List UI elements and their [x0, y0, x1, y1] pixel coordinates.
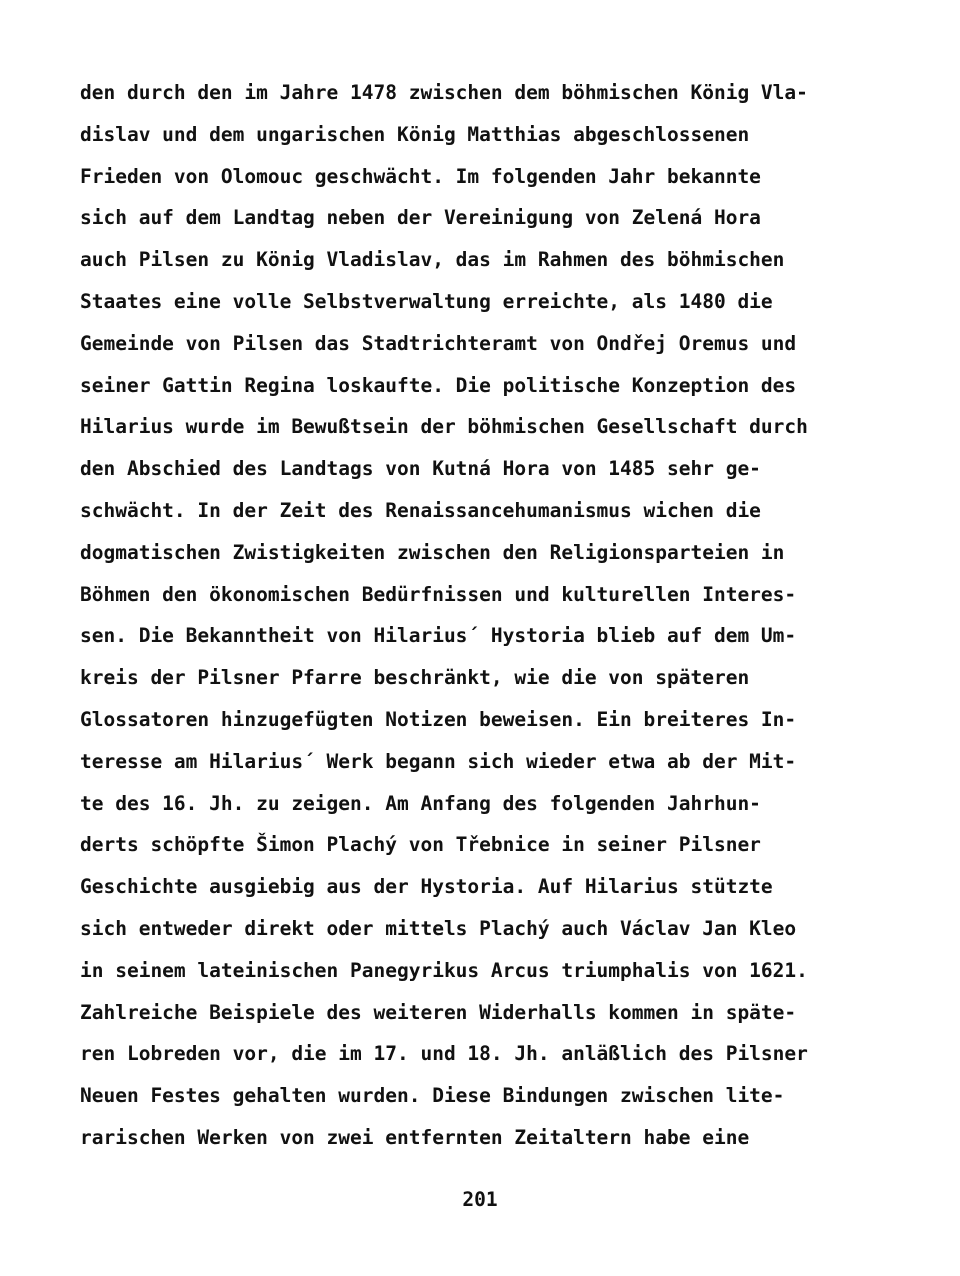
body-text [80, 72, 880, 1159]
text-line: rarischen Werken von zwei entfernten Zeitaltern habe eine [80, 1125, 750, 1149]
text-line: in seinem lateinischen Panegyrikus Arcus triumphalis von 1621. [80, 958, 808, 982]
text-line: kreis der Pilsner Pfarre beschränkt, wie die von späteren [80, 666, 750, 690]
text-line: Glossatoren hinzugefügten Notizen beweisen. Ein breiteres In- [80, 707, 797, 731]
text-line: den Abschied des Landtags von Kutná Hora von 1485 sehr ge- [80, 457, 761, 481]
text-line: sich entweder direkt oder mittels Plachý auch Václav Jan Kleo [80, 916, 797, 940]
text-line: dogmatischen Zwistigkeiten zwischen den Religionsparteien in [80, 540, 785, 564]
text-line: sen. Die Bekanntheit von Hilarius´ Hystoria blieb auf dem Um- [80, 624, 797, 648]
text-line: auch Pilsen zu König Vladislav, das im Rahmen des böhmischen [80, 248, 785, 272]
page-number: 201 [462, 1188, 498, 1211]
text-line: sich auf dem Landtag neben der Vereinigung von Zelená Hora [80, 206, 761, 230]
text-line: Neuen Festes gehalten wurden. Diese Bindungen zwischen lite- [80, 1084, 785, 1108]
text-line: Böhmen den ökonomischen Bedürfnissen und kulturellen Interes- [80, 582, 797, 606]
text-line: Gemeinde von Pilsen das Stadtrichteramt von Ondřej Oremus und [80, 331, 797, 355]
text-line: te des 16. Jh. zu zeigen. Am Anfang des folgenden Jahrhun- [80, 791, 761, 815]
text-line: Geschichte ausgiebig aus der Hystoria. Auf Hilarius stützte [80, 875, 773, 899]
text-line: Staates eine volle Selbstverwaltung erreichte, als 1480 die [80, 289, 773, 313]
text-line: schwächt. In der Zeit des Renaissancehumanismus wichen die [80, 498, 761, 522]
text-line: Frieden von Olomouc geschwächt. Im folgenden Jahr bekannte [80, 164, 761, 188]
text-line: derts schöpfte Šimon Plachý von Třebnice in seiner Pilsner [80, 833, 761, 857]
text-line: seiner Gattin Regina loskaufte. Die politische Konzeption des [80, 373, 797, 397]
text-line: Hilarius wurde im Bewußtsein der böhmischen Gesellschaft durch [80, 415, 808, 439]
text-line: dislav und dem ungarischen König Matthias abgeschlossenen [80, 122, 750, 146]
text-line: Zahlreiche Beispiele des weiteren Widerhalls kommen in späte- [80, 1000, 797, 1024]
text-line: den durch den im Jahre 1478 zwischen dem böhmischen König Vla- [80, 81, 808, 104]
text-line: ren Lobreden vor, die im 17. und 18. Jh. anläßlich des Pilsner [80, 1042, 808, 1066]
text-line: teresse am Hilarius´ Werk begann sich wieder etwa ab der Mit- [80, 749, 797, 773]
